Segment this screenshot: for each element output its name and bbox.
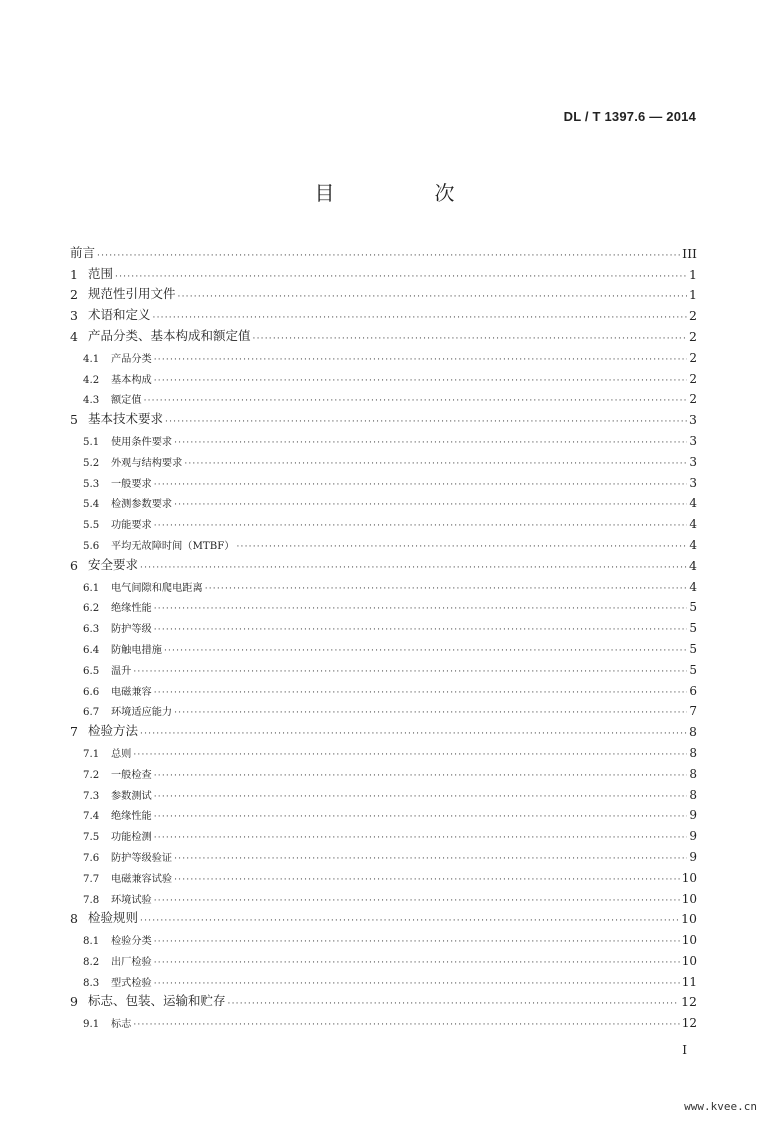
toc-entry[interactable] — [70, 739, 697, 760]
toc-entry[interactable] — [70, 406, 697, 427]
toc-entry-title: 基本构成 — [111, 374, 152, 386]
toc-entry-number: 7 — [70, 724, 78, 740]
page-title: 目 次 — [314, 181, 495, 205]
toc-entry-title: 产品分类 — [111, 353, 152, 365]
toc-dot-leader — [133, 750, 687, 760]
toc-entry-number: 6.4 — [83, 644, 100, 656]
toc-entry-number: 5.1 — [83, 436, 100, 448]
toc-entry-page: 3 — [689, 454, 697, 469]
toc-entry[interactable] — [70, 656, 697, 677]
toc-entry[interactable] — [70, 261, 697, 282]
toc-dot-leader — [174, 854, 687, 864]
toc-entry-page: 4 — [689, 579, 697, 594]
toc-dot-leader — [205, 584, 688, 594]
toc-entry-number: 8.1 — [83, 936, 100, 948]
toc-dot-leader — [154, 896, 680, 906]
table-of-contents — [70, 240, 697, 1030]
toc-entry-title: 范围 — [88, 265, 114, 281]
page-number: I — [682, 1043, 687, 1057]
toc-dot-leader — [140, 729, 687, 739]
toc-entry-title: 总则 — [111, 748, 132, 760]
toc-entry-title: 防触电措施 — [111, 644, 162, 656]
toc-entry-number: 7.3 — [83, 790, 100, 802]
toc-dot-leader — [154, 355, 688, 365]
toc-entry-number: 7.1 — [83, 748, 100, 760]
toc-entry[interactable] — [70, 968, 697, 989]
toc-entry[interactable] — [70, 302, 697, 323]
toc-dot-leader — [228, 999, 680, 1009]
toc-entry-title: 功能要求 — [111, 520, 152, 532]
toc-entry[interactable] — [70, 344, 697, 365]
toc-entry-title: 检验规则 — [88, 910, 139, 926]
toc-entry-page: 9 — [689, 849, 697, 864]
toc-dot-leader — [154, 833, 688, 843]
toc-entry[interactable] — [70, 552, 697, 573]
toc-entry-number: 9 — [70, 994, 78, 1010]
toc-entry-page: 1 — [689, 287, 697, 303]
toc-entry-title: 检测参数要求 — [111, 499, 173, 511]
toc-entry-title: 电气间隙和爬电距离 — [111, 582, 203, 594]
toc-dot-leader — [154, 376, 688, 386]
toc-entry[interactable] — [70, 240, 697, 261]
toc-entry-page: 8 — [689, 787, 697, 802]
toc-entry[interactable] — [70, 1009, 697, 1030]
toc-entry-number: 6 — [70, 557, 78, 573]
toc-entry[interactable] — [70, 698, 697, 719]
toc-entry-title: 使用条件要求 — [111, 436, 173, 448]
toc-entry-page: 4 — [689, 537, 697, 552]
toc-entry-page: III — [682, 245, 697, 261]
toc-dot-leader — [154, 688, 688, 698]
toc-entry[interactable] — [70, 926, 697, 947]
toc-entry-title: 绝缘性能 — [111, 603, 152, 615]
toc-entry-title: 参数测试 — [111, 790, 152, 802]
toc-dot-leader — [154, 604, 688, 614]
toc-dot-leader — [174, 708, 687, 718]
toc-entry-title: 额定值 — [111, 395, 142, 407]
toc-entry-title: 环境适应能力 — [111, 707, 173, 719]
toc-entry[interactable] — [70, 510, 697, 531]
toc-entry-page: 3 — [689, 433, 697, 448]
toc-entry-number: 3 — [70, 308, 78, 324]
toc-entry-title: 术语和定义 — [88, 307, 151, 323]
toc-entry[interactable] — [70, 760, 697, 781]
toc-entry-number: 6.7 — [83, 707, 100, 719]
toc-entry-page: 2 — [689, 371, 697, 386]
toc-entry-page: 4 — [689, 496, 697, 511]
toc-entry-page: 5 — [689, 641, 697, 656]
toc-entry-title: 外观与结构要求 — [111, 457, 183, 469]
toc-entry-title: 电磁兼容试验 — [111, 873, 173, 885]
toc-entry[interactable] — [70, 614, 697, 635]
toc-entry-page: 2 — [689, 350, 697, 365]
toc-entry-number: 5 — [70, 412, 78, 428]
toc-entry-page: 12 — [681, 994, 697, 1010]
toc-entry-title: 温升 — [111, 665, 132, 677]
toc-dot-leader — [115, 272, 687, 282]
toc-entry-title: 绝缘性能 — [111, 811, 152, 823]
toc-entry[interactable] — [70, 531, 697, 552]
toc-dot-leader — [154, 958, 680, 968]
toc-entry[interactable] — [70, 386, 697, 407]
toc-entry-page: 8 — [689, 766, 697, 781]
toc-entry[interactable] — [70, 573, 697, 594]
toc-entry-number: 8 — [70, 911, 78, 927]
toc-entry-number: 6.2 — [83, 603, 100, 615]
toc-entry-number: 4 — [70, 328, 78, 344]
toc-entry-number: 4.1 — [83, 353, 100, 365]
toc-dot-leader — [153, 313, 688, 323]
toc-entry-page: 5 — [689, 662, 697, 677]
toc-entry-title: 产品分类、基本构成和额定值 — [88, 327, 251, 343]
toc-entry[interactable] — [70, 365, 697, 386]
toc-entry[interactable] — [70, 989, 697, 1010]
toc-dot-leader — [174, 875, 680, 885]
toc-entry[interactable] — [70, 469, 697, 490]
toc-dot-leader — [154, 812, 688, 822]
toc-dot-leader — [133, 667, 687, 677]
toc-entry-number: 5.3 — [83, 478, 100, 490]
toc-entry-number: 6.6 — [83, 686, 100, 698]
toc-entry[interactable] — [70, 781, 697, 802]
toc-entry-title: 一般要求 — [111, 478, 152, 490]
toc-entry-number: 7.4 — [83, 811, 100, 823]
toc-dot-leader — [253, 334, 688, 344]
toc-entry[interactable] — [70, 594, 697, 615]
toc-entry[interactable] — [70, 885, 697, 906]
toc-entry-number: 5.6 — [83, 540, 100, 552]
toc-entry-title: 型式检验 — [111, 977, 152, 989]
toc-entry-page: 3 — [689, 475, 697, 490]
toc-entry[interactable] — [70, 906, 697, 927]
toc-entry[interactable] — [70, 282, 697, 303]
toc-entry-page: 4 — [689, 557, 697, 573]
toc-entry-page: 5 — [689, 600, 697, 615]
toc-entry-number: 8.2 — [83, 956, 100, 968]
toc-entry-number: 7.5 — [83, 832, 100, 844]
toc-dot-leader — [236, 542, 687, 552]
toc-entry-page: 10 — [681, 870, 697, 885]
toc-entry-title: 环境试验 — [111, 894, 152, 906]
toc-entry-title: 出厂检验 — [111, 956, 152, 968]
toc-entry-number: 5.2 — [83, 457, 100, 469]
toc-entry-number: 6.3 — [83, 624, 100, 636]
toc-entry-page: 1 — [689, 266, 697, 282]
toc-entry-page: 4 — [689, 517, 697, 532]
toc-entry-page: 11 — [681, 974, 697, 989]
toc-entry-page: 2 — [689, 308, 697, 324]
toc-entry-number: 1 — [70, 266, 78, 282]
toc-entry-page: 8 — [689, 724, 697, 740]
toc-dot-leader — [154, 480, 688, 490]
toc-entry-number: 6.5 — [83, 665, 100, 677]
toc-dot-leader — [154, 771, 688, 781]
toc-entry-title: 安全要求 — [88, 556, 139, 572]
toc-entry-title: 防护等级 — [111, 624, 152, 636]
toc-entry-page: 10 — [681, 911, 697, 927]
toc-entry-title: 一般检查 — [111, 769, 152, 781]
toc-entry-number: 2 — [70, 287, 78, 303]
toc-entry-number: 4.2 — [83, 374, 100, 386]
toc-entry-title: 前言 — [70, 244, 96, 260]
toc-entry-title: 平均无故障时间（MTBF） — [111, 540, 235, 552]
toc-entry[interactable] — [70, 448, 697, 469]
toc-entry-page: 6 — [689, 683, 697, 698]
toc-dot-leader — [140, 563, 687, 573]
toc-entry-number: 6.1 — [83, 582, 100, 594]
toc-entry-title: 防护等级验证 — [111, 852, 173, 864]
toc-dot-leader — [178, 292, 688, 302]
toc-entry-page: 2 — [689, 328, 697, 344]
toc-entry[interactable] — [70, 947, 697, 968]
toc-entry-page: 12 — [681, 1016, 697, 1031]
toc-dot-leader — [165, 417, 687, 427]
toc-entry-title: 电磁兼容 — [111, 686, 152, 698]
toc-entry[interactable] — [70, 802, 697, 823]
toc-entry[interactable] — [70, 635, 697, 656]
toc-entry[interactable] — [70, 323, 697, 344]
toc-entry-page: 10 — [681, 891, 697, 906]
toc-entry-number: 5.4 — [83, 499, 100, 511]
toc-entry-page: 7 — [689, 704, 697, 719]
toc-entry-title: 检验方法 — [88, 723, 139, 739]
toc-dot-leader — [174, 500, 687, 510]
toc-entry-title: 基本技术要求 — [88, 411, 164, 427]
toc-entry[interactable] — [70, 864, 697, 885]
toc-entry-number: 9.1 — [83, 1019, 100, 1031]
toc-entry-title: 标志 — [111, 1019, 132, 1031]
toc-dot-leader — [154, 792, 688, 802]
toc-entry[interactable] — [70, 490, 697, 511]
toc-entry-number: 7.7 — [83, 873, 100, 885]
toc-entry[interactable] — [70, 427, 697, 448]
toc-entry-number: 7.8 — [83, 894, 100, 906]
toc-entry-page: 9 — [689, 808, 697, 823]
document-code: DL / T 1397.6 — 2014 — [563, 109, 696, 124]
toc-dot-leader — [144, 396, 688, 406]
toc-dot-leader — [154, 979, 680, 989]
toc-entry-title: 功能检测 — [111, 832, 152, 844]
toc-dot-leader — [140, 916, 679, 926]
toc-entry-page: 10 — [681, 933, 697, 948]
watermark: www.kvee.cn — [684, 1100, 757, 1113]
toc-entry[interactable] — [70, 677, 697, 698]
toc-entry-page: 3 — [689, 412, 697, 428]
toc-entry[interactable] — [70, 718, 697, 739]
toc-entry-number: 4.3 — [83, 395, 100, 407]
toc-entry-title: 标志、包装、运输和贮存 — [88, 993, 226, 1009]
toc-dot-leader — [154, 521, 688, 531]
toc-entry-number: 5.5 — [83, 520, 100, 532]
toc-dot-leader — [164, 646, 687, 656]
toc-entry[interactable] — [70, 843, 697, 864]
toc-entry-number: 7.2 — [83, 769, 100, 781]
toc-entry-number: 7.6 — [83, 852, 100, 864]
toc-dot-leader — [184, 459, 687, 469]
toc-dot-leader — [97, 251, 680, 261]
toc-entry-title: 检验分类 — [111, 936, 152, 948]
toc-entry-page: 2 — [689, 392, 697, 407]
toc-entry-page: 5 — [689, 621, 697, 636]
toc-entry-title: 规范性引用文件 — [88, 286, 176, 302]
toc-entry-page: 10 — [681, 953, 697, 968]
toc-dot-leader — [133, 1020, 679, 1030]
toc-entry-page: 9 — [689, 829, 697, 844]
toc-entry[interactable] — [70, 822, 697, 843]
toc-entry-page: 8 — [689, 745, 697, 760]
toc-dot-leader — [154, 937, 680, 947]
toc-dot-leader — [174, 438, 687, 448]
toc-dot-leader — [154, 625, 688, 635]
toc-entry-number: 8.3 — [83, 977, 100, 989]
